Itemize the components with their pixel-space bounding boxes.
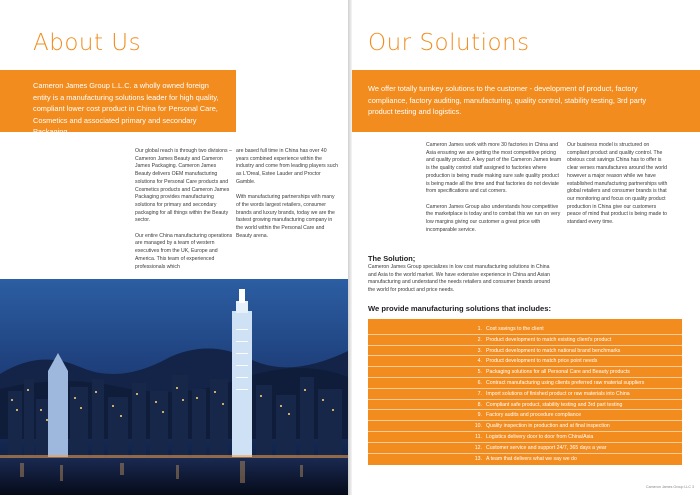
about-paragraph: With manufacturing partnerships with many of the words largest retailers, consumer brands and luxury brands, today we are the fastest growing manufacturing company in the world within the Personal Care and Beauty arena. (236, 194, 335, 239)
provide-heading: We provide manufacturing solutions that includes: (368, 304, 551, 313)
list-item: 7. Import solutions of finished product or raw materials into China (368, 389, 682, 400)
solution-text: Cameron James Group specializes in low cost manufacturing solutions in China and Asia to the world market. We have extensive experience in China and Asian manufacturing and understand the needs retailers and consumer brands around the world for product and price needs. (368, 264, 551, 294)
about-column-2 (236, 148, 339, 240)
list-item: 13. A team that delivers what we say we do (474, 455, 577, 462)
list-item: 1. Cost savings to the client (368, 324, 682, 335)
solutions-column-2 (567, 142, 670, 227)
list-item: 8. Compliant safe product, stability testing and 3rd part testing (368, 400, 682, 411)
about-paragraph: are based full time in China has over 40 years combined experience within the industry and come from leading players such as L'Oreal, Estee Lauder and Proctor Gamble. (236, 148, 339, 185)
left-page (0, 0, 348, 495)
solutions-list (368, 324, 682, 464)
our-solutions-title: Our Solutions (368, 30, 530, 56)
solutions-paragraph: Our business model is structured on compliant product and quality control. The obvious cost savings China has to offer is clear verses manufactures around the world however a major reason while we have established manufacturing partnerships with global retailers and consumer brands is that our monitoring and focus on quality product production in China give our customers peace of mind that product is being made to standard every time. (567, 142, 668, 226)
list-item: 11. Logistics delivery door to door from China/Asia (368, 432, 682, 443)
list-item: 2. Product development to match existing client's product (368, 335, 682, 346)
list-item: 3. Product development to match national brand benchmarks (368, 346, 682, 357)
page-footer: Cameron James Group LLC 3 (646, 485, 694, 489)
list-item: 5. Packaging solutions for all Personal Care and Beauty products (368, 367, 682, 378)
about-paragraph: Our entire China manufacturing operations are managed by a team of western executives from the UK, Europe and America. This team of experienced professionals which (135, 232, 233, 270)
solutions-paragraph: Cameron James Group also understands how competitive the marketplace is today and to combat this we run on very low margins giving our customer a great price with incomparable service. (426, 203, 561, 233)
list-item: 10. Quality inspection in production and at final inspection (368, 421, 682, 432)
solutions-column-1 (426, 142, 564, 234)
list-item: 12. Customer service and support 24/7, 365 days a year (368, 443, 682, 454)
about-us-title: About Us (33, 30, 142, 56)
hong-kong-skyline-photo (0, 279, 348, 495)
about-column-1 (135, 148, 233, 271)
solutions-list-box (368, 319, 682, 465)
solutions-paragraph: Cameron James work with more 30 factories in China and Asia ensuring we are getting the most competitive pricing and quality product. A key part of the Cameron James team is the quality control staff assigned to factories where production is being made making sure safe quality product is being made all the time and that factories do not deviate from specifications and cut corners. (426, 142, 562, 195)
about-us-intro: Cameron James Group L.L.C. a wholly owned foreign entity is a manufacturing solutions leader for high quality, compliant lower cost product in China for Personal Care, Cosmetics and associated primary and secondary Packaging (0, 70, 236, 132)
right-page (352, 0, 700, 495)
about-paragraph: Our global reach is through two divisions – Cameron James Beauty and Cameron James Packaging. Cameron James Beauty delivers OEM manufacturing solutions for Personal Care products and Cosmetics products and Cameron James Packaging provides manufacturing solutions for primary and secondary packaging for all things within the Beauty sector. (135, 148, 232, 224)
list-item: 4. Product development to match price point needs (368, 356, 682, 367)
solution-heading: The Solution; (368, 254, 416, 263)
list-item: 9. Factory audits and procedure compliance (368, 410, 682, 421)
list-item: 6. Contract manufacturing using clients preferred raw material suppliers (368, 378, 682, 389)
our-solutions-intro: We offer totally turnkey solutions to the customer - development of product, factory compliance, factory auditing, manufacturing, quality control, stability testing, 3rd party product testing and logistics. (352, 70, 700, 132)
